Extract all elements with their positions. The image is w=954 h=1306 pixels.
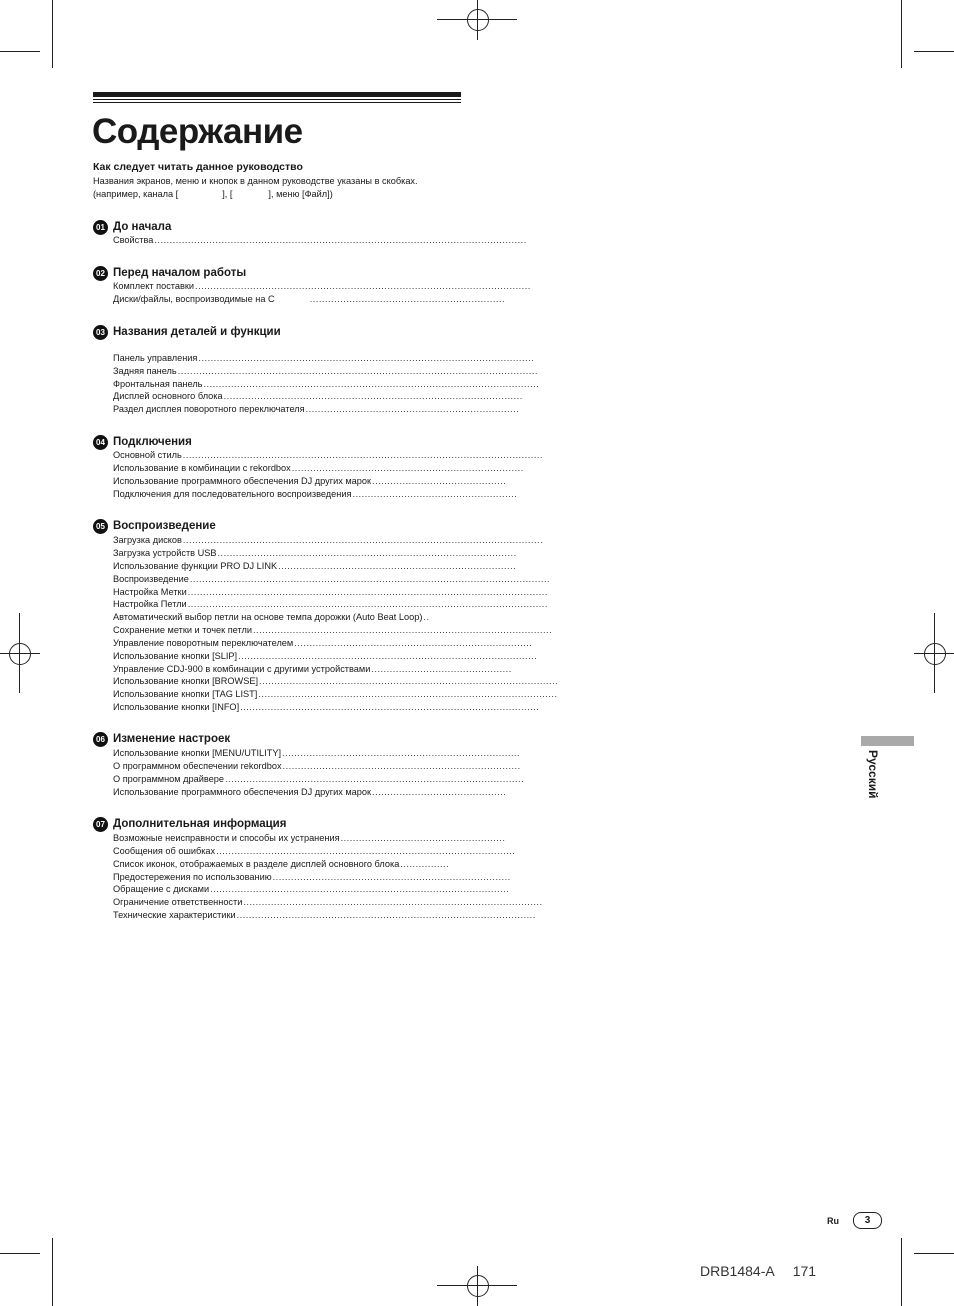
toc-entry-title: Настройка Метки: [113, 587, 187, 597]
toc-entry-title: Фронтальная панель: [113, 379, 203, 389]
toc-entry[interactable]: [113, 773, 525, 785]
chapter-title: Названия деталей и функции: [113, 326, 281, 338]
toc-entry[interactable]: [113, 896, 543, 908]
registration-mark: [924, 643, 946, 665]
chapter-title: До начала: [113, 221, 172, 233]
toc-entry[interactable]: [113, 760, 521, 772]
page-title: Содержание: [92, 112, 303, 151]
toc-entry-title: Технические характеристики: [113, 910, 236, 920]
toc-entry[interactable]: [113, 234, 527, 246]
toc-entry[interactable]: [113, 365, 538, 377]
toc-entry-title: Использование программного обеспечения DJ других марок: [113, 476, 372, 486]
toc-entry-title: Комплект поставки: [113, 281, 195, 291]
chapter-number-badge: 05: [93, 519, 108, 534]
toc-entry[interactable]: [113, 390, 523, 402]
toc-leader: ......................................................: [352, 489, 518, 499]
intro-example-part: (например, канала [: [93, 189, 179, 199]
toc-entry[interactable]: [113, 586, 548, 598]
registration-mark: [9, 643, 31, 665]
toc-entry-title: Ограничение ответственности: [113, 897, 243, 907]
toc-leader: ................: [400, 859, 450, 869]
registration-mark: [467, 9, 489, 31]
toc-leader: ......................................................................................................................: [182, 535, 544, 545]
toc-leader: ......................................................................: [305, 404, 520, 414]
toc-leader: ..................................................................................................: [243, 897, 543, 907]
toc-leader: ..............................................................................: [278, 561, 517, 571]
toc-entry[interactable]: [113, 403, 520, 415]
toc-entry[interactable]: [113, 747, 521, 759]
toc-entry[interactable]: [113, 675, 559, 687]
crop-mark: [52, 0, 53, 68]
chapter-title: Воспроизведение: [113, 520, 216, 532]
toc-entry-title: Настройка Петли: [113, 599, 187, 609]
toc-leader: ..................................................................................................: [224, 774, 525, 784]
toc-leader: ......................................................................................................................: [187, 599, 548, 609]
registration-mark: [467, 1275, 489, 1297]
toc-leader: ............................................: [372, 787, 507, 797]
crop-mark: [901, 1238, 902, 1306]
toc-entry[interactable]: [113, 701, 540, 713]
toc-leader: ......................................................................................................................: [177, 366, 538, 376]
toc-entry-title: Обращение с дисками: [113, 884, 210, 894]
toc-entry-title: Использование кнопки [SLIP]: [113, 651, 238, 661]
toc-leader: ..............................................................................: [282, 748, 521, 758]
toc-leader: ..................................................................................................: [238, 651, 538, 661]
intro-example-part: ], [: [222, 189, 233, 199]
toc-entry[interactable]: [113, 534, 544, 546]
document-code-text: DRB1484-A: [700, 1263, 775, 1279]
toc-leader: ..............................................................................: [282, 761, 521, 771]
toc-leader: ..................................................................................................: [210, 884, 510, 894]
toc-leader: ..............................................: [371, 664, 512, 674]
chapter-heading: [93, 219, 171, 235]
toc-entry[interactable]: [113, 462, 524, 474]
toc-leader: ..................................................................................................: [236, 910, 536, 920]
toc-entry-title: Управление поворотным переключателем: [113, 638, 294, 648]
toc-entry-title: Автоматический выбор петли на основе темпа дорожки (Auto Beat Loop): [113, 612, 423, 622]
toc-entry-title: Основной стиль: [113, 450, 182, 460]
toc-entry[interactable]: [113, 293, 506, 305]
toc-entry-title: Использование кнопки [BROWSE]: [113, 676, 259, 686]
toc-entry-title: Возможные неисправности и способы их устранения: [113, 833, 340, 843]
toc-leader: ................................................................: [309, 294, 506, 304]
toc-entry[interactable]: [113, 858, 448, 870]
chapter-number-badge: 02: [93, 266, 108, 281]
title-rule: [93, 102, 461, 103]
toc-entry[interactable]: [113, 573, 551, 585]
toc-entry[interactable]: [113, 449, 543, 461]
chapter-number-badge: 01: [93, 220, 108, 235]
toc-entry-title: Диски/файлы, воспроизводимые на С: [113, 294, 275, 304]
toc-leader: ............................................................................: [291, 463, 524, 473]
intro-heading: Как следует читать данное руководство: [93, 161, 303, 173]
toc-entry-title: О программном драйвере: [113, 774, 224, 784]
toc-leader: ..................................................................................................: [258, 689, 558, 699]
chapter-heading: [93, 324, 281, 340]
toc-entry-title: Раздел дисплея поворотного переключателя: [113, 404, 305, 414]
toc-entry-title: Свойства: [113, 235, 154, 245]
chapter-title: Изменение настроек: [113, 733, 231, 745]
intro-text: Названия экранов, меню и кнопок в данном руководстве указаны в скобках.: [93, 176, 418, 186]
chapter-heading: [93, 518, 216, 534]
intro-example-part: ], меню [Файл]): [268, 189, 333, 199]
crop-mark: [0, 51, 40, 52]
toc-entry-title: Сообщения об ошибках: [113, 846, 216, 856]
toc-entry[interactable]: [113, 611, 448, 623]
toc-entry[interactable]: [113, 378, 540, 390]
chapter-number-badge: 03: [93, 325, 108, 340]
toc-entry-title: Использование функции PRO DJ LINK: [113, 561, 278, 571]
toc-entry-title: Использование кнопки [INFO]: [113, 702, 240, 712]
toc-entry-title: Использование в комбинации с rekordbox: [113, 463, 291, 473]
toc-entry[interactable]: [113, 624, 553, 636]
toc-entry[interactable]: [113, 475, 507, 487]
chapter-title: Подключения: [113, 436, 192, 448]
toc-entry-title: Подключения для последовательного воспроизведения: [113, 489, 352, 499]
crop-mark: [0, 1253, 40, 1254]
toc-entry-title: Загрузка устройств USB: [113, 548, 217, 558]
toc-entry[interactable]: [113, 883, 510, 895]
toc-entry-title: Задняя панель: [113, 366, 177, 376]
toc-entry-title: Список иконок, отображаемых в разделе дисплей основного блока: [113, 859, 400, 869]
toc-entry-title: Использование кнопки [TAG LIST]: [113, 689, 258, 699]
language-code: Ru: [827, 1216, 839, 1226]
chapter-number-badge: 07: [93, 817, 108, 832]
toc-leader: ......................................................................................................................: [187, 587, 548, 597]
toc-leader: ..................................................................................................: [252, 625, 553, 635]
toc-entry[interactable]: [113, 845, 516, 857]
chapter-heading: [93, 731, 230, 747]
chapter-number-badge: 04: [93, 435, 108, 450]
toc-entry-title: Сохранение метки и точек петли: [113, 625, 252, 635]
toc-entry[interactable]: [113, 560, 517, 572]
toc-leader: ......................................................................................................................: [189, 574, 551, 584]
toc-leader: ......................................................: [340, 833, 506, 843]
chapter-heading: [93, 434, 192, 450]
chapter-title: Дополнительная информация: [113, 818, 287, 830]
document-code: [700, 1263, 816, 1279]
title-rule: [93, 99, 461, 100]
crop-mark: [901, 0, 902, 68]
toc-entry[interactable]: [113, 352, 535, 364]
toc-leader: ..................................................................................................: [216, 846, 516, 856]
chapter-heading: [93, 265, 246, 281]
toc-leader: ..........................................................................................................................: [154, 235, 527, 245]
toc-entry-title: Дисплей основного блока: [113, 391, 223, 401]
print-page-number: 171: [792, 1263, 817, 1279]
toc-entry[interactable]: [113, 663, 512, 675]
toc-leader: ..............................................................................................................: [195, 281, 531, 291]
toc-entry-title: Управление CDJ-900 в комбинации с другими устройствами: [113, 664, 371, 674]
toc-leader: ..............................................................................: [294, 638, 533, 648]
toc-entry[interactable]: [113, 832, 506, 844]
toc-entry[interactable]: [113, 598, 548, 610]
toc-entry-title: Использование программного обеспечения DJ других марок: [113, 787, 372, 797]
chapter-title: Перед началом работы: [113, 267, 247, 279]
crop-mark: [914, 51, 954, 52]
toc-entry[interactable]: [113, 488, 518, 500]
toc-leader: ..............................................................................: [272, 872, 511, 882]
toc-entry[interactable]: [113, 786, 507, 798]
toc-entry[interactable]: [113, 637, 533, 649]
toc-leader: ......................................................................................................................: [182, 450, 543, 460]
toc-entry[interactable]: [113, 688, 558, 700]
toc-entry[interactable]: [113, 280, 531, 292]
toc-leader: ..................................................................................................: [217, 548, 517, 558]
intro-example: [93, 188, 333, 200]
toc-leader: ..................................................................................................: [240, 702, 540, 712]
title-rule: [93, 92, 461, 97]
toc-entry[interactable]: [113, 650, 538, 662]
toc-entry-title: О программном обеспечении rekordbox: [113, 761, 282, 771]
toc-entry[interactable]: [113, 871, 511, 883]
toc-entry-title: Воспроизведение: [113, 574, 189, 584]
toc-entry[interactable]: [113, 547, 517, 559]
language-tab: [861, 736, 914, 746]
toc-entry-title: Предостережения по использованию: [113, 872, 272, 882]
toc-entry-title: Использование кнопки [MENU/UTILITY]: [113, 748, 281, 758]
toc-entry[interactable]: [113, 909, 536, 921]
language-tab-label: Русский: [866, 750, 880, 799]
toc-entry-title: Загрузка дисков: [113, 535, 182, 545]
page-number: 3: [853, 1212, 882, 1229]
toc-leader: ..............................................................................................................: [198, 353, 535, 363]
toc-leader: ............................................: [372, 476, 507, 486]
toc-leader: ..................................................................................................: [259, 676, 559, 686]
crop-mark: [52, 1238, 53, 1306]
toc-leader: ..............................................................................................................: [203, 379, 540, 389]
chapter-heading: [93, 816, 286, 832]
crop-mark: [914, 1253, 954, 1254]
toc-leader: ..: [423, 612, 430, 622]
toc-entry-title: Панель управления: [113, 353, 198, 363]
toc-leader: ..................................................................................................: [223, 391, 523, 401]
chapter-number-badge: 06: [93, 732, 108, 747]
